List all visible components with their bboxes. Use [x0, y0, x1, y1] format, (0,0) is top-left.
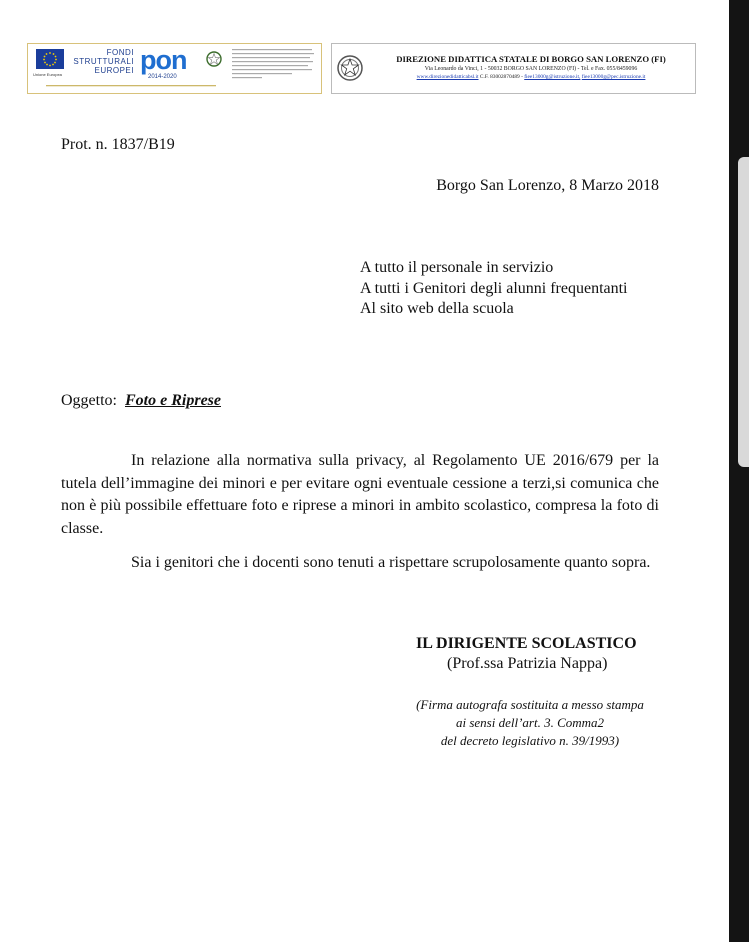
pon-footer-strip [46, 84, 216, 89]
school-website-link[interactable]: www.direzionedidatticabsl.it [416, 74, 479, 80]
body-paragraph-1 [61, 450, 659, 540]
school-name: DIREZIONE DIDATTICA STATALE DI BORGO SAN LORENZO (FI) [396, 54, 666, 64]
subject-value: Foto e Riprese [125, 392, 221, 409]
fondi-line-1: FONDI [106, 48, 134, 57]
place-date: Borgo San Lorenzo, 8 Marzo 2018 [436, 177, 659, 194]
signature-name: (Prof.ssa Patrizia Nappa) [447, 655, 608, 672]
pon-header-logo [27, 43, 322, 94]
signature-note-line: ai sensi dell’art. 3. Comma2 [455, 715, 605, 730]
recipient-line: A tutto il personale in servizio [360, 259, 554, 276]
signature-note [395, 696, 665, 750]
paragraph-text: Sia i genitori che i docenti sono tenuti a rispettare scrupolosamente quanto sopra. [131, 554, 651, 571]
eu-flag-icon [36, 49, 64, 69]
signature-note-line: del decreto legislativo n. 39/1993) [440, 733, 620, 748]
pon-logo: pon [140, 45, 187, 75]
scrollbar-thumb[interactable] [738, 157, 749, 467]
school-email-link[interactable]: fiee13000g@istruzione.it, [524, 74, 581, 80]
recipients-list [360, 258, 628, 320]
ministry-text-block [232, 48, 316, 81]
pon-years: 2014-2020 [148, 74, 177, 80]
signature-title: IL DIRIGENTE SCOLASTICO [416, 635, 637, 652]
paragraph-text: In relazione alla normativa sulla privacy, al Regolamento UE 2016/679 per la tutela dell’immagine dei minori e per evitare ogni eventuale cessione a terzi,si comunica che non è più possibile effettuare foto e riprese a minori in ambito scolastico, compresa la foto di classe. [61, 452, 659, 537]
subject-line [61, 391, 221, 411]
recipient-line: Al sito web della scuola [360, 300, 514, 317]
body-paragraph-2 [61, 552, 659, 575]
signature-note-line: (Firma autografa sostituita a messo stampa [416, 697, 644, 712]
fondi-line-2: STRUTTURALI [73, 57, 134, 66]
school-address: Via Leonardo da Vinci, 1 - 50032 BORGO SAN LORENZO (FI) - Tel. e Fax. 055/8459096 [424, 66, 638, 72]
italian-republic-emblem-icon [336, 52, 364, 84]
fondi-strutturali-text [72, 48, 134, 75]
recipient-line: A tutti i Genitori degli alunni frequentanti [360, 279, 628, 297]
school-pec-link[interactable]: fiee13000g@pec.istruzione.it [581, 74, 646, 80]
italian-republic-emblem-icon [206, 50, 222, 68]
viewer-side-strip [729, 0, 749, 942]
fondi-line-3: EUROPEI [94, 66, 134, 75]
school-cf: C.F. 83002870489 - [479, 74, 523, 80]
protocol-number: Prot. n. 1837/B19 [61, 136, 175, 153]
subject-label: Oggetto: [61, 392, 117, 409]
school-header [331, 43, 696, 94]
eu-caption: Unione Europea [33, 72, 62, 77]
school-contacts [372, 74, 690, 80]
